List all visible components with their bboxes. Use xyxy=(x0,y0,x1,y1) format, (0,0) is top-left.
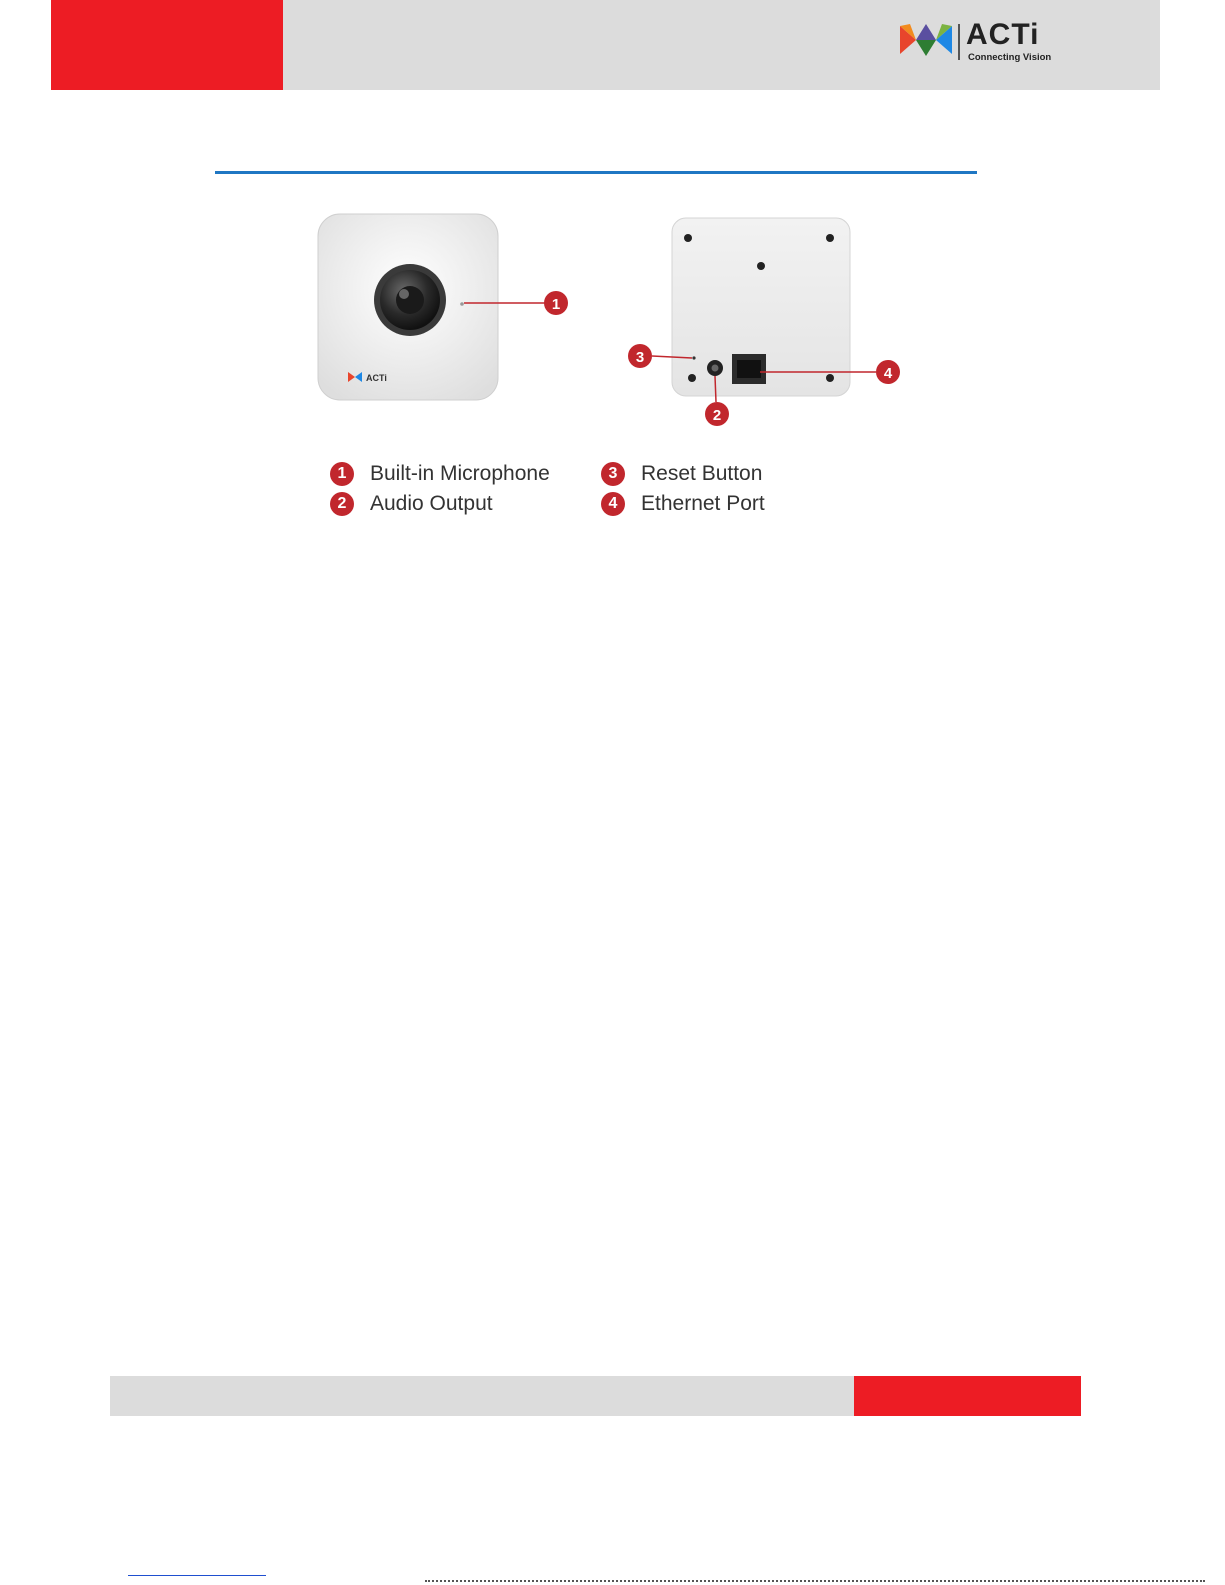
callout-3 xyxy=(628,344,652,368)
legend-item-reset-button xyxy=(601,462,762,486)
svg-text:3: 3 xyxy=(635,349,645,366)
legend-label: Audio Output xyxy=(370,492,493,515)
legend-label: Reset Button xyxy=(641,462,763,485)
header-red-block xyxy=(51,0,283,90)
legend-item-built-in-microphone xyxy=(330,462,550,486)
section-divider xyxy=(215,171,977,174)
svg-text:1: 1 xyxy=(551,296,561,313)
logo-divider xyxy=(958,24,960,60)
legend-badge: 4 xyxy=(601,492,625,516)
logo-wordmark: ACTi xyxy=(966,18,1040,51)
legend-badge: 3 xyxy=(601,462,625,486)
legend-label: Ethernet Port xyxy=(641,492,765,515)
callout-2 xyxy=(705,402,729,426)
legend-badge: 2 xyxy=(330,492,354,516)
acti-logo-mark-icon xyxy=(900,22,952,58)
logo-tagline: Connecting Vision xyxy=(968,52,1052,63)
legend-item-audio-output xyxy=(330,492,493,516)
front-logo-text: ACTi xyxy=(366,373,387,383)
svg-text:2: 2 xyxy=(712,407,722,424)
footer-dotted-rule xyxy=(425,1580,1205,1582)
callout-4 xyxy=(876,360,900,384)
legend-label: Built-in Microphone xyxy=(370,462,550,485)
camera-front-view xyxy=(318,214,498,400)
camera-back-view xyxy=(672,218,850,396)
camera-figure xyxy=(300,200,940,540)
svg-text:4: 4 xyxy=(883,365,893,382)
callout-1 xyxy=(544,291,568,315)
legend-badge: 1 xyxy=(330,462,354,486)
camera-illustration xyxy=(300,200,940,540)
footer-red-block xyxy=(854,1376,1081,1416)
legend-item-ethernet-port xyxy=(601,492,765,516)
footer-link-underline[interactable] xyxy=(128,1575,266,1576)
acti-logo xyxy=(900,20,1060,66)
